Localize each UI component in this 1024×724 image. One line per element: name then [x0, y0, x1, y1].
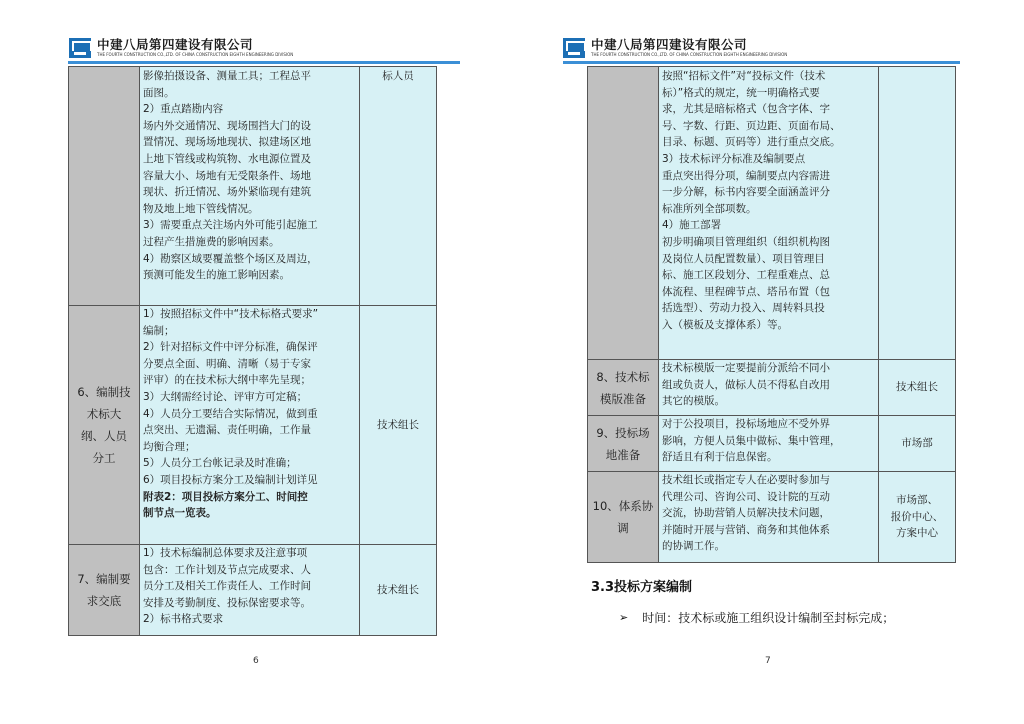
company-logo-icon [69, 38, 91, 58]
task-name-cell [69, 67, 140, 306]
responsible-cell: 技术组长 [879, 360, 956, 416]
table-row [69, 67, 437, 306]
bullet-text: 时间：技术标或施工组织设计编制至封标完成； [642, 611, 895, 625]
header-rule [68, 61, 460, 64]
table-row [588, 416, 956, 472]
responsible-cell: 技术组长 [360, 545, 437, 636]
company-logo-icon [563, 38, 585, 58]
page-header-right [563, 38, 787, 58]
company-name: 中建八局第四建设有限公司 [97, 37, 254, 52]
responsible-cell [879, 67, 956, 360]
table-row [588, 67, 956, 360]
task-name-cell [588, 67, 659, 360]
table-row [69, 545, 437, 636]
task-content-cell: 技术组长或指定专人在必要时参加与 代理公司、咨询公司、设计院的互动 交流，协助营销人员解决技术问题， 并随时开展与营销、商务和其他体系 的协调工作。 [659, 472, 879, 563]
company-name-en: THE FOURTH CONSTRUCTION CO.,LTD. OF CHINA CONSTRUCTION EIGHTH ENGINEERING DIVISION [97, 52, 294, 57]
responsible-cell: 技术组长 [360, 306, 437, 545]
task-name-cell: 10、体系协 调 [588, 472, 659, 563]
task-content-cell: 1）按照招标文件中“技术标格式要求” 编制； 2）针对招标文件中评分标准，确保评 分要点全面、明确、清晰（易于专家 评审）的在技术标大纲中率先呈现； 3）大纲需经讨论、评审方可定稿； 4）人员分工要结合实际情况，做到重 点突出、无遗漏、责任明确，工作量 均衡合理； 5）人员分工台帐记录及时准确； 6）项目投标方案分工及编制计划详见 附表2：项目投标方案分工、时间控 制节点一览表。 [140, 306, 360, 545]
header-rule [563, 61, 960, 64]
task-content-cell: 对于公投项目，投标场地应不受外界 影响，方便人员集中做标、集中管理， 舒适且有利于信息保密。 [659, 416, 879, 472]
task-content-cell: 技术标模版一定要提前分派给不同小 组或负责人，做标人员不得私自改用 其它的模版。 [659, 360, 879, 416]
task-name-cell: 8、技术标 模版准备 [588, 360, 659, 416]
task-table-left [68, 66, 437, 636]
table-row [588, 472, 956, 563]
task-table-right [587, 66, 956, 563]
responsible-cell: 市场部 [879, 416, 956, 472]
company-name: 中建八局第四建设有限公司 [591, 37, 748, 52]
section-title: 3.3投标方案编制 [591, 580, 693, 595]
task-name-cell: 9、投标场 地准备 [588, 416, 659, 472]
responsible-cell: 市场部、 报价中心、 方案中心 [879, 472, 956, 563]
page-number: 7 [765, 656, 771, 666]
table-row [69, 306, 437, 545]
page-header-left [69, 38, 293, 58]
company-name-en: THE FOURTH CONSTRUCTION CO.,LTD. OF CHINA CONSTRUCTION EIGHTH ENGINEERING DIVISION [591, 52, 788, 57]
task-content-cell: 影像拍摄设备、测量工具；工程总平 面图。 2）重点踏勘内容 场内外交通情况、现场围挡大门的设 置情况、现场场地现状、拟建场区地 上地下管线或构筑物、水电源位置及 容量大小、场地有无受限条件、场地 现状、折迁情况、场外紧临现有建筑 物及地上地下管线情况。 3）需要重点关注场内外可能引起施工 过程产生措施费的影响因素。 4）勘察区域要覆盖整个场区及周边， 预测可能发生的施工影响因素。 [140, 67, 360, 306]
arrow-bullet-icon: ➢ [619, 611, 629, 624]
bullet-item [619, 609, 894, 626]
responsible-cell: 标人员 [360, 67, 437, 306]
page-right [512, 0, 1024, 724]
table-row [588, 360, 956, 416]
task-content-cell: 按照“招标文件”对“投标文件（技术 标）”格式的规定，统一明确格式要 求，尤其是暗标格式（包含字体、字 号、字数、行距、页边距、页面布局、 目录、标题、页码等）进行重点交底。 3）技术标评分标准及编制要点 重点突出得分项，编制要点内容需进 一步分解，标书内容要全面涵盖评分 标准所列全部项数。 4）施工部署 初步明确项目管理组织（组织机构图 及岗位人员配置数量）、项目管理目 标、施工区段划分、工程重难点、总 体流程、里程碑节点、塔吊布置（包 括选型）、劳动力投入、周转料具投 入（模板及支撑体系）等。 [659, 67, 879, 360]
task-name-cell: 7、编制要 求交底 [69, 545, 140, 636]
task-content-cell: 1）技术标编制总体要求及注意事项 包含：工作计划及节点完成要求、人 员分工及相关工作责任人、工作时间 安排及考勤制度、投标保密要求等。 2）标书格式要求 [140, 545, 360, 636]
page-number: 6 [253, 656, 259, 666]
task-name-cell: 6、编制技 术标大 纲、人员 分工 [69, 306, 140, 545]
